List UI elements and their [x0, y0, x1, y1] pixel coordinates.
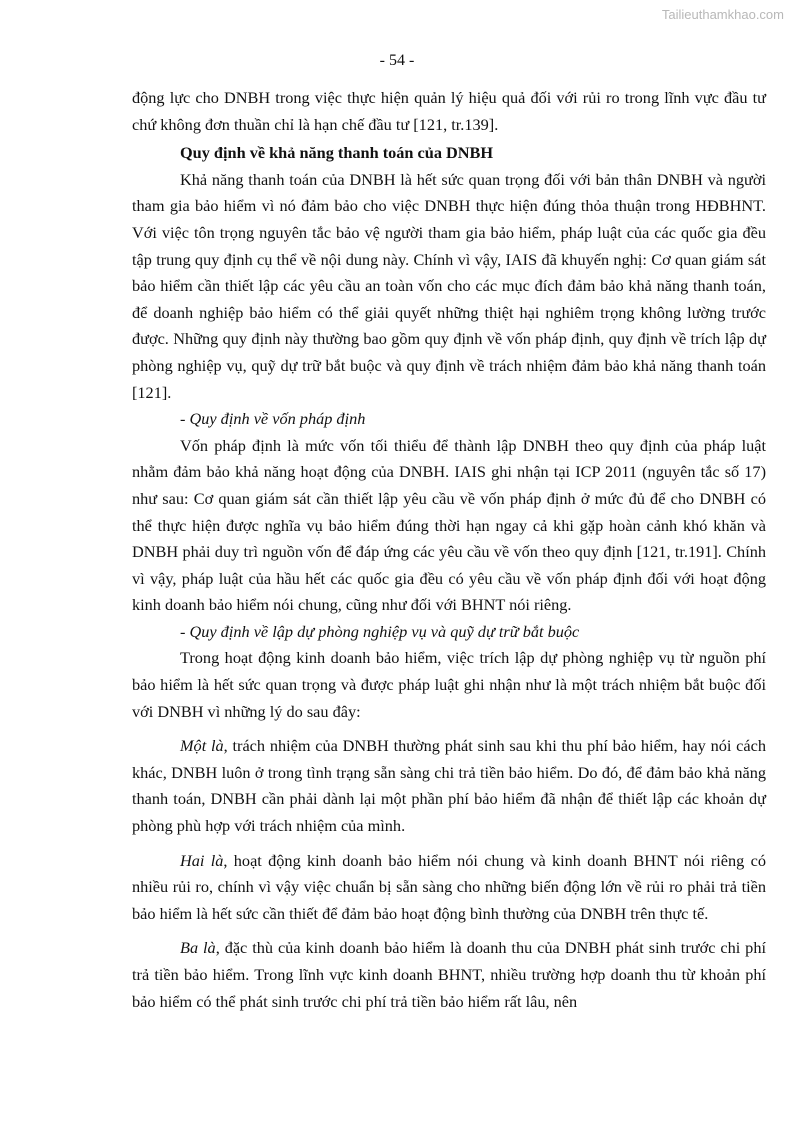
- subsection-heading: - Quy định về lập dự phòng nghiệp vụ và quỹ dự trữ bắt buộc: [180, 621, 580, 641]
- reason-lead: Ba là: [180, 938, 216, 958]
- paragraph-reason-1: [132, 733, 766, 839]
- paragraph: động lực cho DNBH trong việc thực hiện quản lý hiệu quả đối với rủi ro trong lĩnh vực đầu tư chứ không đơn thuần chỉ là hạn chế đầu tư [121, tr.139].: [132, 88, 766, 134]
- subsection-heading: - Quy định về vốn pháp định: [180, 409, 366, 429]
- paragraph-reason-2: [132, 848, 766, 928]
- section-heading: Quy định về khả năng thanh toán của DNBH: [180, 143, 494, 163]
- reason-text: , trách nhiệm của DNBH thường phát sinh sau khi thu phí bảo hiểm, hay nói cách khác, DNBH luôn ở trong tình trạng sẵn sàng chi trả tiền bảo hiểm. Do đó, để đảm bảo khả năng thanh toán, DNBH cần phải dành lại một phần phí bảo hiểm đã nhận để thiết lập các khoản dự phòng phù hợp với trách nhiệm của mình.: [132, 736, 766, 836]
- reason-lead: Một là: [180, 736, 224, 756]
- reason-lead: Hai là: [180, 850, 224, 870]
- reason-text: , hoạt động kinh doanh bảo hiểm nói chung và kinh doanh BHNT nói riêng có nhiều rủi ro, chính vì vậy việc chuẩn bị sẵn sàng cho những biến động lớn về rủi ro phải trả tiền bảo hiểm là hết sức cần thiết để đảm bảo hoạt động bình thường của DNBH trên thực tế.: [132, 850, 766, 923]
- paragraph-reason-3: [132, 935, 766, 1015]
- page-number: - 54 -: [379, 52, 415, 69]
- paragraph: Trong hoạt động kinh doanh bảo hiểm, việc trích lập dự phòng nghiệp vụ từ nguồn phí bảo hiểm là hết sức quan trọng và được pháp luật ghi nhận như là một trách nhiệm bắt buộc đối với DNBH vì những lý do sau đây:: [132, 648, 766, 721]
- reason-text: , đặc thù của kinh doanh bảo hiểm là doanh thu của DNBH phát sinh trước chi phí trả tiền bảo hiểm. Trong lĩnh vực kinh doanh BHNT, nhiều trường hợp doanh thu từ khoản phí bảo hiểm có thể phát sinh trước chi phí trả tiền bảo hiểm rất lâu, nên: [132, 938, 766, 1011]
- paragraph: Khả năng thanh toán của DNBH là hết sức quan trọng đối với bản thân DNBH và người tham gia bảo hiểm vì nó đảm bảo cho việc DNBH thực hiện đúng thỏa thuận trong HĐBHNT. Với việc tôn trọng nguyên tắc bảo vệ người tham gia bảo hiểm, pháp luật của các quốc gia đều tập trung quy định cụ thể về nội dung này. Chính vì vậy, IAIS đã khuyến nghị: Cơ quan giám sát bảo hiểm cần thiết lập các yêu cầu an toàn vốn cho các mục đích đảm bảo khả năng thanh toán, để doanh nghiệp bảo hiểm có thể giải quyết những thiệt hại nghiêm trọng không lường trước được. Những quy định này thường bao gồm quy định về vốn pháp định, quy định về trích lập dự phòng nghiệp vụ, quỹ dự trữ bắt buộc và quy định về trách nhiệm đảm bảo khả năng thanh toán [121].: [132, 169, 766, 402]
- document-body: [132, 85, 766, 1015]
- paragraph: Vốn pháp định là mức vốn tối thiểu để thành lập DNBH theo quy định của pháp luật nhằm đảm bảo khả năng hoạt động của DNBH. IAIS ghi nhận tại ICP 2011 (nguyên tắc số 17) như sau: Cơ quan giám sát cần thiết lập yêu cầu về vốn pháp định ở mức đủ để cho DNBH có thể thực hiện được nghĩa vụ bảo hiểm đúng thời hạn ngay cả khi gặp hoàn cảnh khó khăn và DNBH phải duy trì nguồn vốn để đáp ứng các yêu cầu về vốn theo quy định [121, tr.191]. Chính vì vậy, pháp luật của hầu hết các quốc gia đều có yêu cầu về vốn pháp định đối với hoạt động kinh doanh bảo hiểm nói chung, cũng như đối với BHNT nói riêng.: [132, 435, 766, 615]
- watermark: Tailieuthamkhao.com: [661, 7, 784, 22]
